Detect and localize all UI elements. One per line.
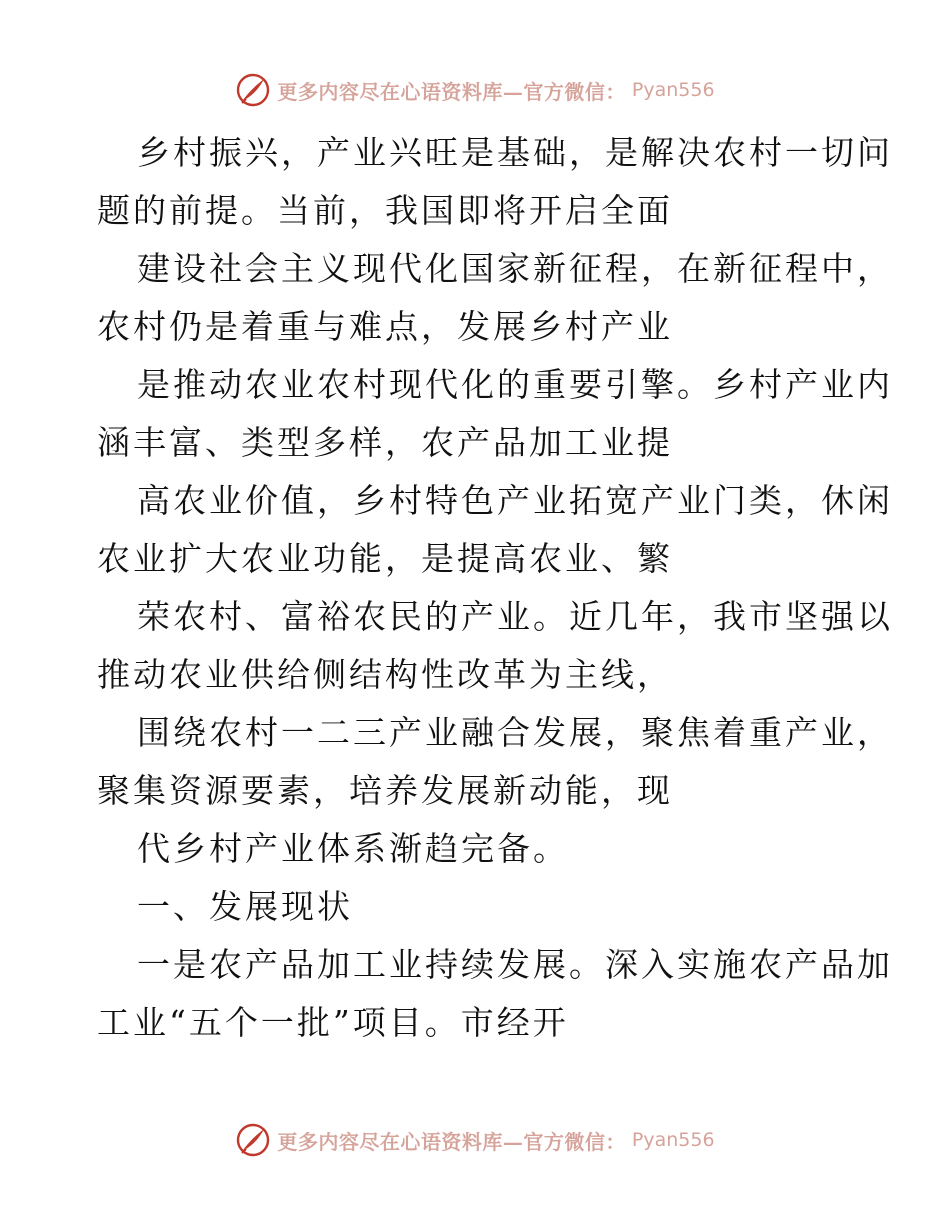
text-line: 荣农村、富裕农民的产业。近几年，我市坚强以: [137, 597, 893, 636]
document-body: [97, 124, 893, 1052]
text-line: 一是农产品加工业持续发展。深入实施农产品加: [137, 945, 893, 984]
text-line: 代乡村产业体系渐趋完备。: [137, 829, 569, 868]
quill-pen-logo-icon: [235, 1122, 271, 1158]
footer-banner: [0, 1120, 950, 1160]
text-line: 聚集资源要素，培养发展新动能，现: [97, 771, 673, 810]
text-line: 围绕农村一二三产业融合发展，聚焦着重产业，: [137, 713, 893, 752]
section-heading: 一、发展现状: [137, 887, 353, 926]
text-line: 乡村振兴，产业兴旺是基础，是解决农村一切问: [137, 133, 893, 172]
text-line: 推动农业供给侧结构性改革为主线，: [97, 655, 673, 694]
banner-wechat-id: Pyan556: [631, 1129, 715, 1151]
text-line: 高农业价值，乡村特色产业拓宽产业门类，休闲: [137, 481, 893, 520]
text-line: 工业“五个一批”项目。市经开: [97, 1003, 569, 1042]
text-line: 题的前提。当前，我国即将开启全面: [97, 191, 673, 230]
text-line: 是推动农业农村现代化的重要引擎。乡村产业内: [137, 365, 893, 404]
banner-wechat-id: Pyan556: [631, 79, 715, 101]
text-line: 农业扩大农业功能，是提高农业、繁: [97, 539, 673, 578]
text-line: 建设社会主义现代化国家新征程，在新征程中，: [137, 249, 893, 288]
text-line: 涵丰富、类型多样，农产品加工业提: [97, 423, 673, 462]
banner-text: 更多内容尽在心语资料库—官方微信：: [277, 79, 626, 104]
quill-pen-logo-icon: [235, 72, 271, 108]
banner-text: 更多内容尽在心语资料库—官方微信：: [277, 1129, 626, 1154]
text-line: 农村仍是着重与难点，发展乡村产业: [97, 307, 673, 346]
header-banner: [0, 70, 950, 110]
